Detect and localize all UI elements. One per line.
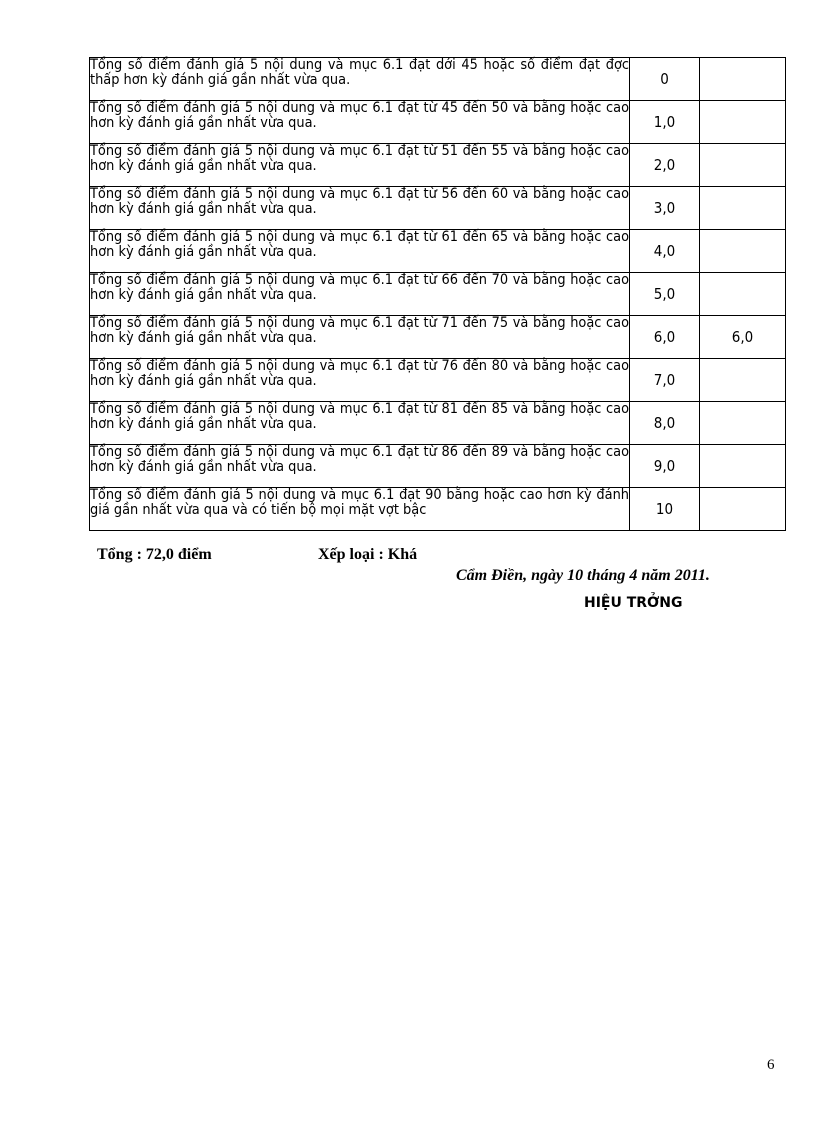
table-row xyxy=(90,359,786,402)
awarded-points xyxy=(700,101,786,144)
criterion-points: 0 xyxy=(630,58,700,101)
awarded-points xyxy=(700,58,786,101)
criterion-text: Tổng số điểm đánh giá 5 nội dung và mục 6.1 đạt từ 81 đến 85 và bằng hoặc cao hơn kỳ đánh giá gần nhất vừa qua. xyxy=(90,402,630,445)
criterion-text: Tổng số điểm đánh giá 5 nội dung và mục 6.1 đạt từ 51 đến 55 và bằng hoặc cao hơn kỳ đánh giá gần nhất vừa qua. xyxy=(90,144,630,187)
table-row xyxy=(90,187,786,230)
awarded-points xyxy=(700,402,786,445)
criterion-points: 4,0 xyxy=(630,230,700,273)
scoring-table-body xyxy=(90,58,786,531)
awarded-points xyxy=(700,230,786,273)
awarded-points xyxy=(700,488,786,531)
summary-line xyxy=(97,546,418,564)
table-row xyxy=(90,488,786,531)
table-row xyxy=(90,230,786,273)
criterion-points: 2,0 xyxy=(630,144,700,187)
criterion-points: 6,0 xyxy=(630,316,700,359)
table-row xyxy=(90,316,786,359)
table-row xyxy=(90,101,786,144)
dateline: Cẩm Điền, ngày 10 tháng 4 năm 2011. xyxy=(456,567,710,584)
awarded-points xyxy=(700,359,786,402)
awarded-points xyxy=(700,144,786,187)
criterion-points: 8,0 xyxy=(630,402,700,445)
criterion-text: Tổng số điểm đánh giá 5 nội dung và mục 6.1 đạt từ 66 đến 70 và bằng hoặc cao hơn kỳ đánh giá gần nhất vừa qua. xyxy=(90,273,630,316)
criterion-points: 1,0 xyxy=(630,101,700,144)
page-number: 6 xyxy=(767,1057,775,1073)
criterion-text: Tổng số điểm đánh giá 5 nội dung và mục 6.1 đạt 90 bằng hoặc cao hơn kỳ đánh giá gần nhất vừa qua và có tiến bộ mọi mặt vợt bậc xyxy=(90,488,630,531)
criterion-text: Tổng số điểm đánh giá 5 nội dung và mục 6.1 đạt từ 86 đến 89 và bằng hoặc cao hơn kỳ đánh giá gần nhất vừa qua. xyxy=(90,445,630,488)
criterion-points: 9,0 xyxy=(630,445,700,488)
criterion-text: Tổng số điểm đánh giá 5 nội dung và mục 6.1 đạt dới 45 hoặc số điểm đạt đợc thấp hơn kỳ đánh giá gần nhất vừa qua. xyxy=(90,58,630,101)
total-score: Tổng : 72,0 điểm xyxy=(97,546,212,563)
criterion-text: Tổng số điểm đánh giá 5 nội dung và mục 6.1 đạt từ 61 đến 65 và bằng hoặc cao hơn kỳ đánh giá gần nhất vừa qua. xyxy=(90,230,630,273)
criterion-text: Tổng số điểm đánh giá 5 nội dung và mục 6.1 đạt từ 45 đến 50 và bằng hoặc cao hơn kỳ đánh giá gần nhất vừa qua. xyxy=(90,101,630,144)
criterion-text: Tổng số điểm đánh giá 5 nội dung và mục 6.1 đạt từ 71 đến 75 và bằng hoặc cao hơn kỳ đánh giá gần nhất vừa qua. xyxy=(90,316,630,359)
criterion-points: 5,0 xyxy=(630,273,700,316)
table-row xyxy=(90,58,786,101)
scoring-table xyxy=(89,57,786,531)
awarded-points xyxy=(700,445,786,488)
table-row xyxy=(90,445,786,488)
awarded-points xyxy=(700,187,786,230)
awarded-points xyxy=(700,273,786,316)
table-row xyxy=(90,144,786,187)
criterion-text: Tổng số điểm đánh giá 5 nội dung và mục 6.1 đạt từ 76 đến 80 và bằng hoặc cao hơn kỳ đánh giá gần nhất vừa qua. xyxy=(90,359,630,402)
criterion-points: 10 xyxy=(630,488,700,531)
criterion-points: 7,0 xyxy=(630,359,700,402)
criterion-text: Tổng số điểm đánh giá 5 nội dung và mục 6.1 đạt từ 56 đến 60 và bằng hoặc cao hơn kỳ đánh giá gần nhất vừa qua. xyxy=(90,187,630,230)
table-row xyxy=(90,273,786,316)
ranking: Xếp loại : Khá xyxy=(318,546,418,563)
table-row xyxy=(90,402,786,445)
signatory-title: HIỆU TRỞNG xyxy=(584,595,683,611)
awarded-points: 6,0 xyxy=(700,316,786,359)
criterion-points: 3,0 xyxy=(630,187,700,230)
